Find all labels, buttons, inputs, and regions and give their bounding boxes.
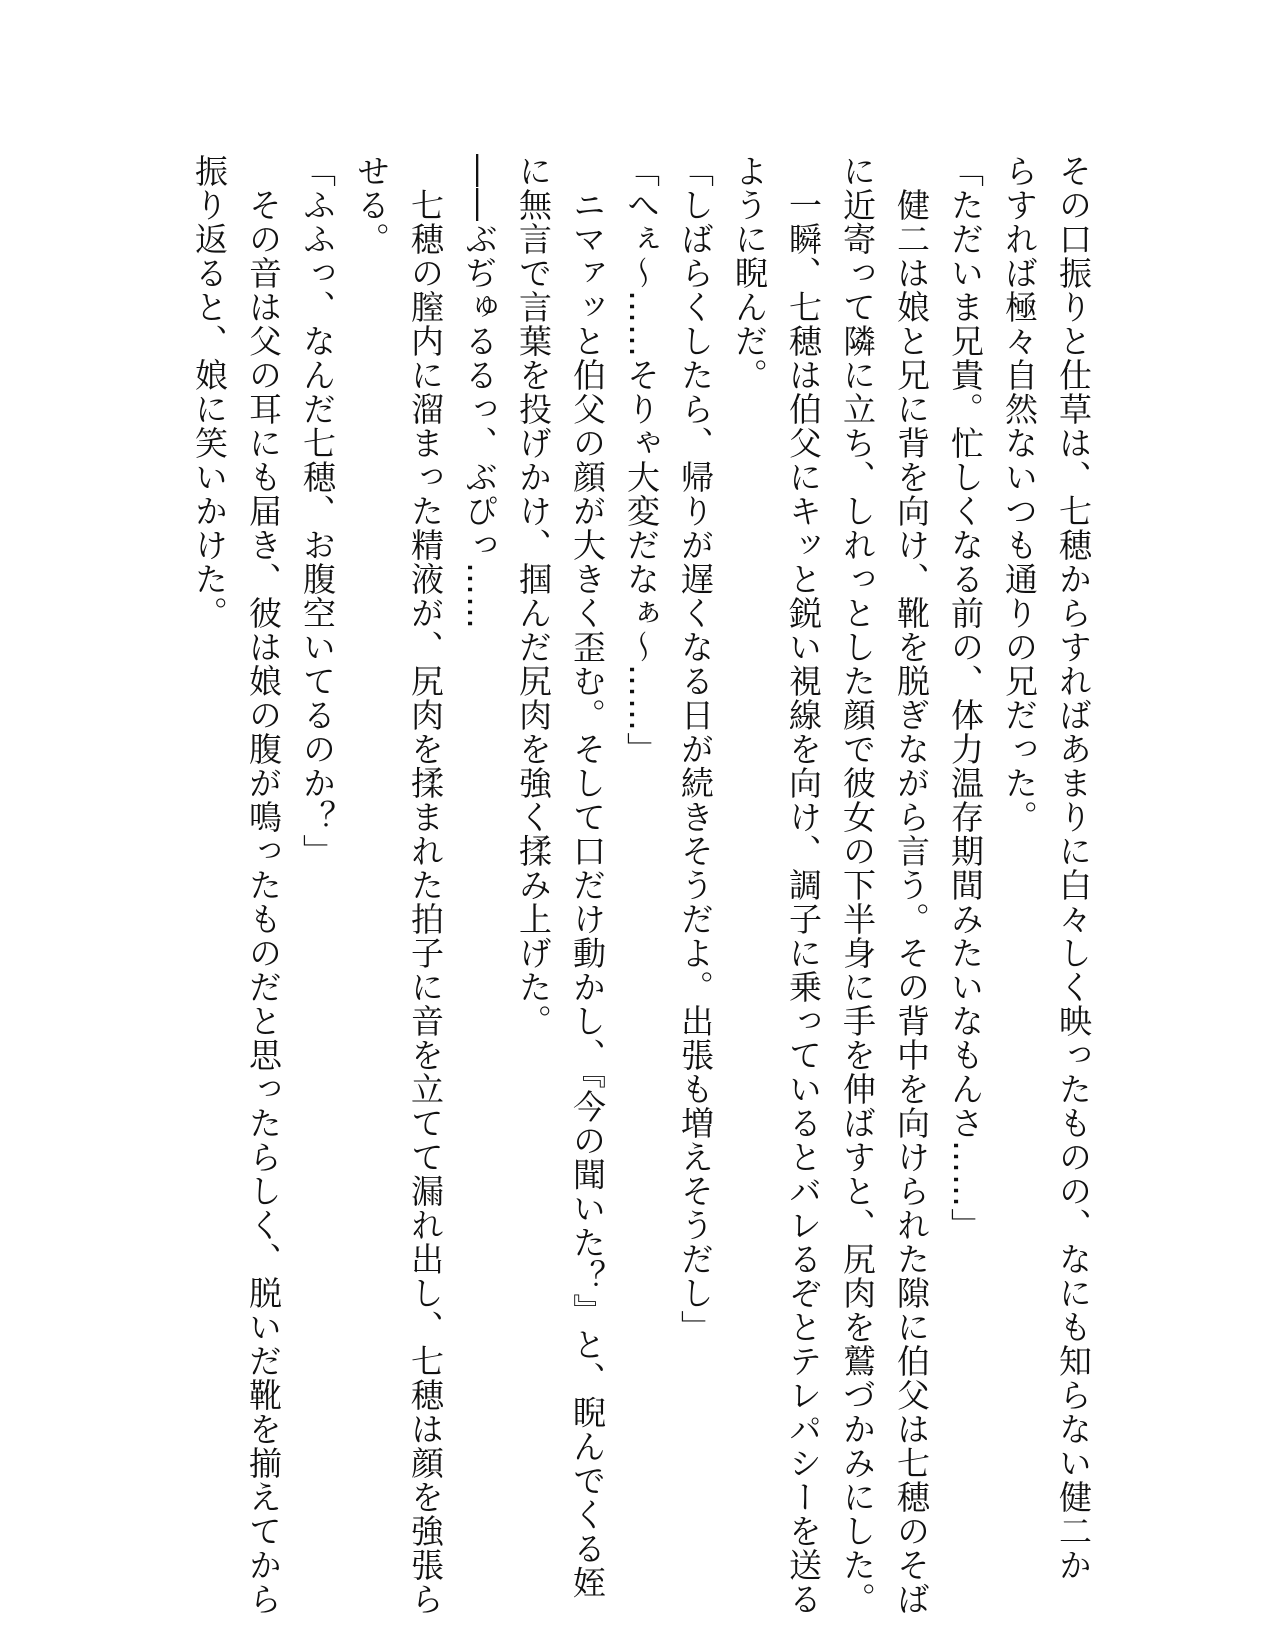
text-line: その音は父の耳にも届き、彼は娘の腹が鳴ったものだと思ったらしく、脱いだ靴を揃えてから (244, 154, 283, 1616)
text-line: 「へぇ～……そりゃ大変だなぁ～……」 (622, 154, 661, 766)
text-line: せる。 (352, 154, 391, 256)
text-line: ニマァッと伯父の顔が大きく歪む。そして口だけ動かし、『今の聞いた？』と、睨んでくる姪 (568, 154, 607, 1600)
text-line: に無言で言葉を投げかけ、掴んだ尻肉を強く揉み上げた。 (514, 154, 553, 1038)
text-line: その口振りと仕草は、七穂からすればあまりに白々しく映ったものの、なにも知らない健二か (1054, 154, 1093, 1582)
text-line: 七穂の膣内に溜まった精液が、尻肉を揉まれた拍子に音を立てて漏れ出し、七穂は顔を強張ら (406, 154, 445, 1616)
text-line: 振り返ると、娘に笑いかけた。 (190, 154, 229, 630)
text-line: 一瞬、七穂は伯父にキッと鋭い視線を向け、調子に乗っているとバレるぞとテレパシーを送る (784, 154, 823, 1616)
text-line: ――ぶぢゅるるっ、ぶぴっ…… (460, 154, 499, 630)
body-text (182, 154, 1100, 1616)
text-line: 健二は娘と兄に背を向け、靴を脱ぎながら言う。その背中を向けられた隙に伯父は七穂のそば (892, 154, 931, 1616)
text-line: ように睨んだ。 (730, 154, 769, 392)
text-line: 「ふふっ、なんだ七穂、お腹空いてるのか？」 (298, 154, 337, 868)
text-line: 「しばらくしたら、帰りが遅くなる日が続きそうだよ。出張も増えそうだし」 (676, 154, 715, 1344)
text-line: 「ただいま兄貴。忙しくなる前の、体力温存期間みたいなもんさ……」 (946, 154, 985, 1242)
text-line: に近寄って隣に立ち、しれっとした顔で彼女の下半身に手を伸ばすと、尻肉を鷲づかみにした。 (838, 154, 877, 1616)
text-line: らすれば極々自然ないつも通りの兄だった。 (1000, 154, 1039, 834)
